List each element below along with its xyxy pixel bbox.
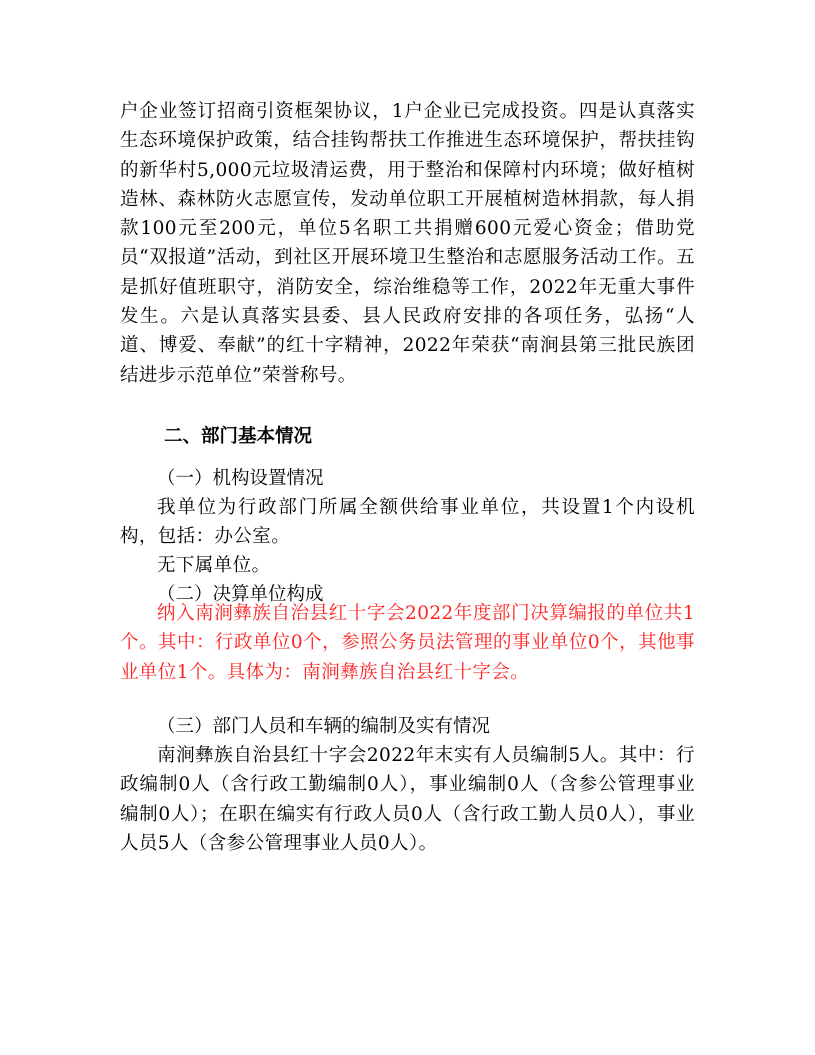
paragraph-organization: 我单位为行政部门所属全额供给事业单位，共设置1个内设机构，包括：办公室。: [120, 497, 695, 548]
paragraph-staffing: 南涧彝族自治县红十字会2022年末实有人员编制5人。其中：行政编制0人（含行政工勤编制0人），事业编制0人（含参公管理事业编制0人）；在职在编实有行政人员0人（含行政工勤人员0人），事业人员5人（含参公管理事业人员0人）。: [120, 745, 695, 854]
paragraph-work-summary: 户企业签订招商引资框架协议，1户企业已完成投资。四是认真落实生态环境保护政策，结合挂钩帮扶工作推进生态环境保护，帮扶挂钩的新华村5,000元垃圾清运费，用于整治和保障村内环境；做好植树造林、森林防火志愿宣传，发动单位职工开展植树造林捐款，每人捐款100元至200元，单位5名职工共捐赠600元爱心资金；借助党员“双报道”活动，到社区开展环境卫生整治和志愿服务活动工作。五是抓好值班职守，消防安全，综治维稳等工作，2022年无重大事件发生。六是认真落实县委、县人民政府安排的各项任务，弘扬“人道、博爱、奉献”的红十字精神，2022年荣获“南涧县第三批民族团结进步示范单位”荣誉称号。: [120, 101, 695, 386]
paragraph-no-subordinate: 无下属单位。: [157, 555, 271, 576]
subsection-title-organization: （一）机构设置情况: [157, 468, 324, 489]
subsection-title-staffing: （三）部门人员和车辆的编制及实有情况: [157, 716, 491, 737]
paragraph-unit-composition: 纳入南涧彝族自治县红十字会2022年度部门决算编报的单位共1个。其中：行政单位0个，参照公务员法管理的事业单位0个，其他事业单位1个。具体为：南涧彝族自治县红十字会。: [120, 603, 695, 683]
subsection-title-unit-composition: （二）决算单位构成: [157, 584, 324, 605]
section-title-basic-info: 二、部门基本情况: [164, 426, 313, 447]
